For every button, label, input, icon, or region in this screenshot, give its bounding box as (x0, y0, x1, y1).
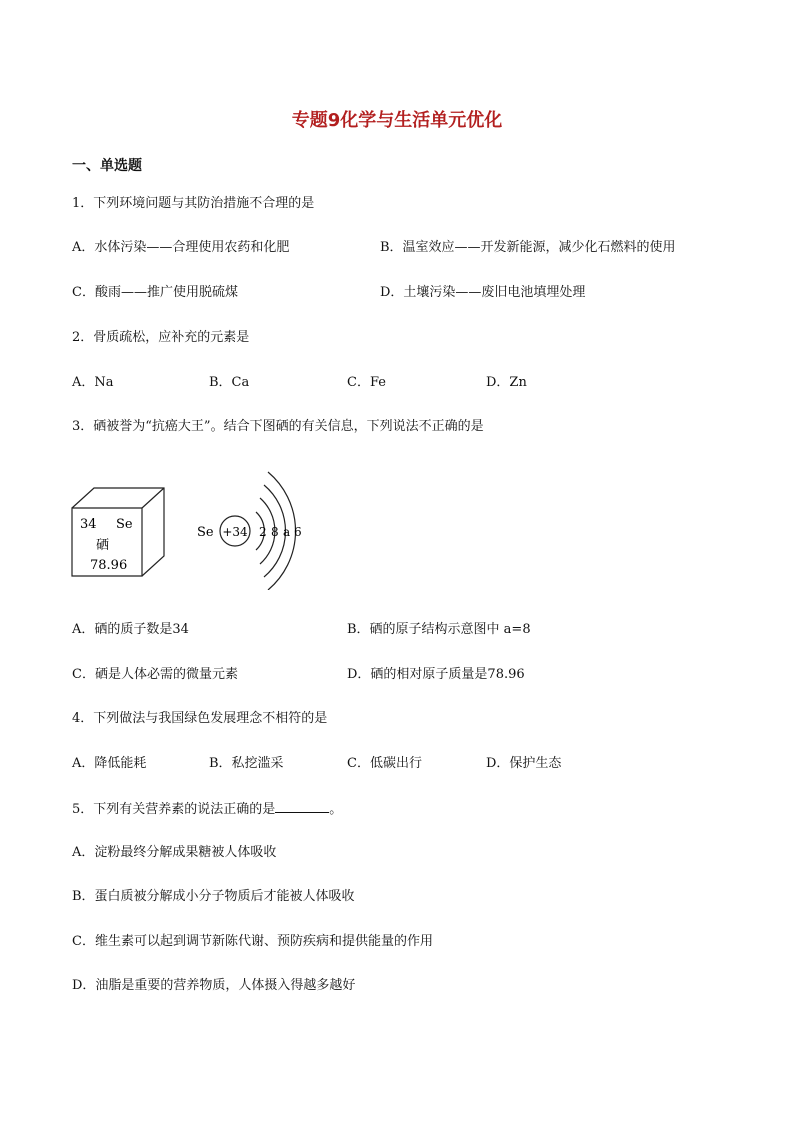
question-1-option-d[interactable]: D．土壤污染——废旧电池填埋处理 (380, 285, 586, 300)
question-1-option-c[interactable]: C．酸雨——推广使用脱硫煤 (72, 285, 238, 300)
shell-1-electrons: 2 (259, 525, 267, 539)
question-2-option-d[interactable]: D．Zn (486, 375, 527, 390)
question-5-option-b[interactable]: B．蛋白质被分解成小分子物质后才能被人体吸收 (72, 889, 355, 904)
question-4-option-b[interactable]: B．私挖滥采 (209, 756, 284, 771)
page-title: 专题9化学与生活单元优化 (291, 110, 503, 131)
selenium-figure (60, 460, 320, 590)
question-5-option-c[interactable]: C．维生素可以起到调节新陈代谢、预防疾病和提供能量的作用 (72, 934, 433, 949)
question-2-stem: 2．骨质疏松，应补充的元素是 (72, 330, 250, 345)
question-2-option-c[interactable]: C．Fe (347, 375, 386, 390)
shell-3-electrons: a (283, 525, 291, 539)
question-2-option-b[interactable]: B．Ca (209, 375, 250, 390)
shell-4-electrons: 6 (294, 525, 302, 539)
section-heading: 一、单选题 (72, 158, 142, 174)
question-1-stem: 1．下列环境问题与其防治措施不合理的是 (72, 196, 315, 211)
element-name: 硒 (96, 538, 110, 553)
question-1-option-b[interactable]: B．温室效应——开发新能源，减少化石燃料的使用 (380, 240, 676, 255)
question-5-stem-text: 5．下列有关营养素的说法正确的是 (72, 802, 276, 817)
question-5-option-a[interactable]: A．淀粉最终分解成果糖被人体吸收 (72, 845, 277, 860)
atom-symbol: Se (197, 525, 214, 540)
question-4-stem: 4．下列做法与我国绿色发展理念不相符的是 (72, 711, 328, 726)
question-3-option-a[interactable]: A．硒的质子数是34 (72, 622, 189, 637)
question-3-option-b[interactable]: B．硒的原子结构示意图中 a=8 (347, 622, 531, 637)
question-4-option-d[interactable]: D．保护生态 (486, 756, 562, 771)
question-1-option-a[interactable]: A．水体污染——合理使用农药和化肥 (72, 240, 290, 255)
question-3-stem: 3．硒被誉为“抗癌大王”。结合下图硒的有关信息，下列说法不正确的是 (72, 419, 484, 434)
question-4-option-a[interactable]: A．降低能耗 (72, 756, 147, 771)
question-2-option-a[interactable]: A．Na (72, 375, 114, 390)
element-atomic-mass: 78.96 (90, 558, 128, 573)
question-5-option-d[interactable]: D．油脂是重要的营养物质，人体摄入得越多越好 (72, 978, 356, 993)
element-symbol: Se (116, 517, 133, 532)
question-3-option-d[interactable]: D．硒的相对原子质量是78.96 (347, 667, 525, 682)
question-5-stem (72, 799, 342, 819)
shell-2-electrons: 8 (271, 525, 279, 539)
question-3-option-c[interactable]: C．硒是人体必需的微量元素 (72, 667, 238, 682)
answer-blank[interactable] (275, 799, 329, 813)
atom-nucleus-charge: +34 (222, 525, 248, 539)
question-5-stem-end: 。 (329, 802, 343, 817)
question-4-option-c[interactable]: C．低碳出行 (347, 756, 422, 771)
element-atomic-number: 34 (80, 517, 97, 532)
